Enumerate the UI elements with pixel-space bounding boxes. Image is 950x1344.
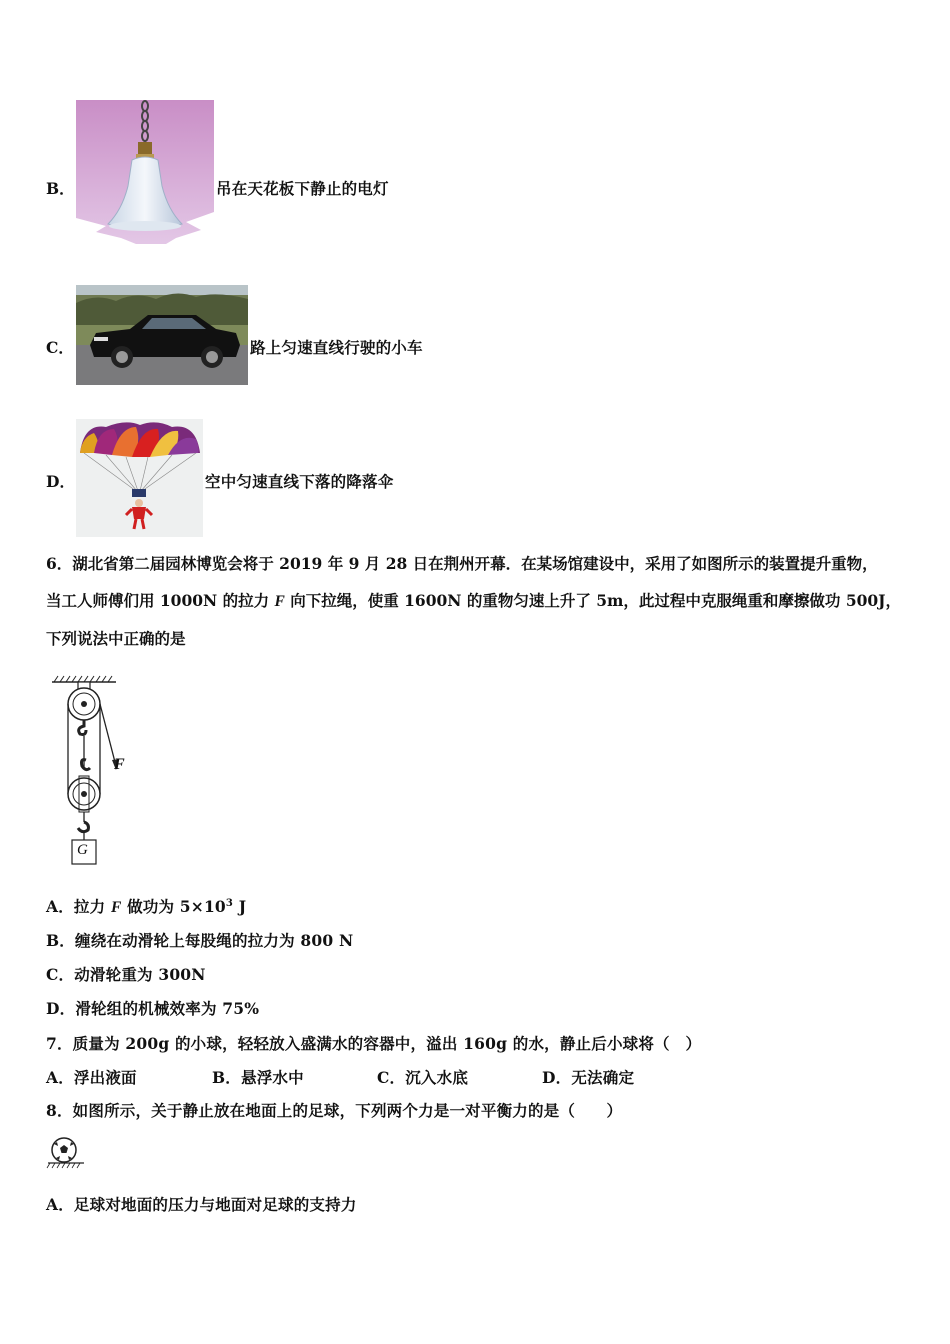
- q6-line-1: 6．湖北省第二届园林博览会将于 2019 年 9 月 28 日在荆州开幕．在某场馆建设中，采用了如图所示的装置提升重物，: [46, 554, 878, 573]
- q6-option-c: C．动滑轮重为 300N: [46, 965, 206, 984]
- q6-line-3: 下列说法中正确的是: [46, 629, 186, 648]
- option-d-letter: D．: [46, 472, 75, 491]
- q6-option-d: D．滑轮组的机械效率为 75%: [46, 999, 260, 1018]
- pulley-diagram: [46, 672, 146, 868]
- q7-option-d: D．无法确定: [542, 1068, 635, 1087]
- option-c-letter: C．: [46, 338, 74, 357]
- q7-option-a: A．浮出液面: [46, 1068, 137, 1087]
- q8-option-a: A．足球对地面的压力与地面对足球的支持力: [46, 1195, 357, 1214]
- parachute-image: [76, 419, 203, 537]
- car-image: [76, 285, 248, 385]
- hanging-lamp-image: [76, 100, 214, 244]
- question-7-stem: 7．质量为 200g 的小球，轻轻放入盛满水的容器中，溢出 160g 的水，静止后小球将（ ）: [46, 1034, 702, 1053]
- q6-line-2: 当工人师傅们用 1000N 的拉力 F 向下拉绳，使重 1600N 的重物匀速上升了 5m，此过程中克服绳重和摩擦做功 500J，: [46, 591, 902, 610]
- option-c-caption: 路上匀速直线行驶的小车: [250, 338, 423, 357]
- option-b-caption: 吊在天花板下静止的电灯: [216, 179, 389, 198]
- question-6-stem: [46, 545, 916, 657]
- q6-option-a: A．拉力 F 做功为 $5\times 10^3$ J: [46, 897, 247, 916]
- q7-option-b: B．悬浮水中: [212, 1068, 304, 1087]
- force-label: F: [114, 756, 125, 773]
- q7-option-c: C．沉入水底: [377, 1068, 469, 1087]
- football-diagram: [46, 1135, 86, 1169]
- q6-option-b: B．缠绕在动滑轮上每股绳的拉力为 800 N: [46, 931, 354, 950]
- option-b-letter: B．: [46, 179, 75, 198]
- option-d-caption: 空中匀速直线下落的降落伞: [205, 472, 394, 491]
- weight-label: G: [77, 842, 88, 858]
- question-8-stem: 8．如图所示，关于静止放在地面上的足球，下列两个力是一对平衡力的是（ ）: [46, 1101, 623, 1120]
